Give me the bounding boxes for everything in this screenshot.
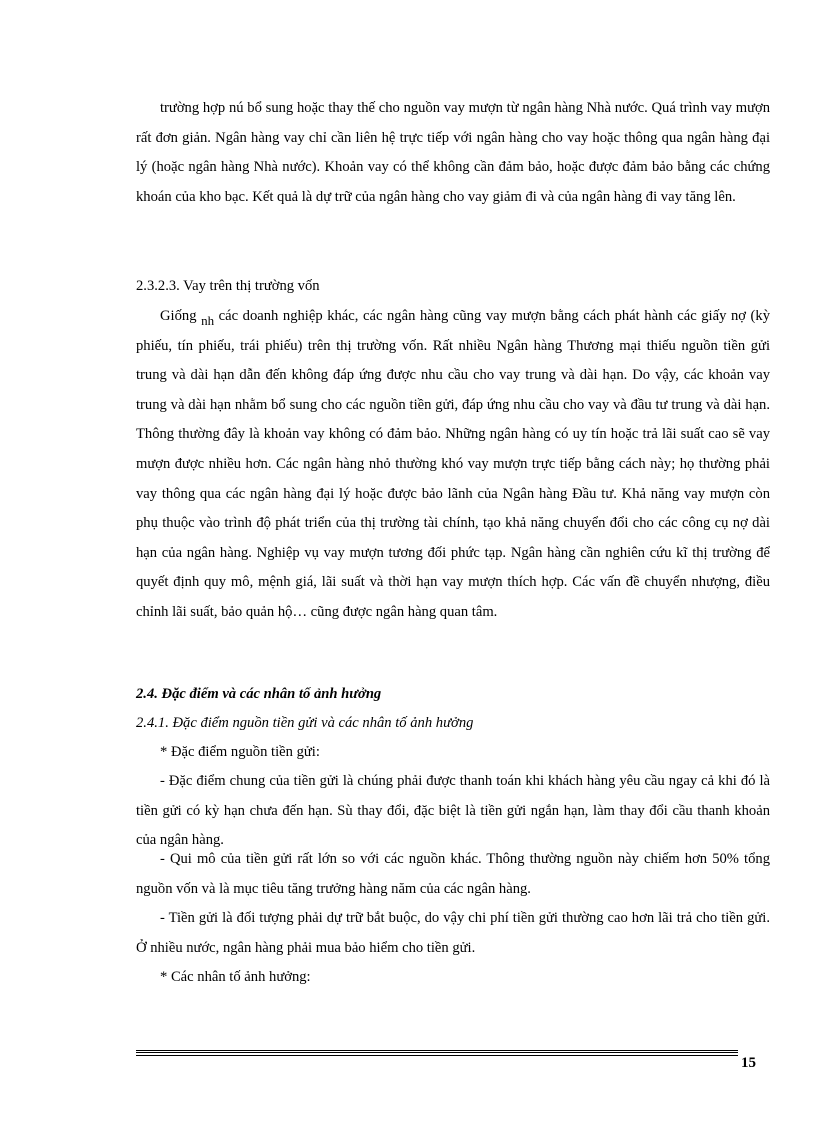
heading-2-4-1: 2.4.1. Đặc điểm nguồn tiền gửi và các nhân tố ảnh hưởng (136, 715, 474, 731)
paragraph-text-start: Giống (160, 308, 197, 324)
paragraph-text-rest: các doanh nghiệp khác, các ngân hàng cũng vay mượn bằng cách phát hành các giấy nợ (kỳ phiếu, tín phiếu, trái phiếu) trên thị trường vốn. Rất nhiều Ngân hàng Thương mại thiếu nguồn tiền gửi trung và dài hạn dẫn đến không đáp ứng được nhu cầu cho vay trung và dài hạn. Do vậy, các khoản vay trung và dài hạn nhằm bổ sung cho các nguồn tiền gửi, đáp ứng nhu cầu cho vay và đầu tư trung và dài hạn. Thông thường đây là khoản vay không có đảm bảo. Những ngân hàng có uy tín hoặc trả lãi suất cao sẽ vay mượn được nhiều hơn. Các ngân hàng nhỏ thường khó vay mượn trực tiếp bằng cách này; họ thường phải vay thông qua các ngân hàng đại lý hoặc được bảo lãnh của Ngân hàng Đầu tư. Khả năng vay mượn còn phụ thuộc vào trình độ phát triển của thị trường tài chính, tạo khả năng chuyển đổi cho các công cụ nợ dài hạn của ngân hàng. Nghiệp vụ vay mượn tương đối phức tạp. Ngân hàng cần nghiên cứu kĩ thị trường để quyết định quy mô, mệnh giá, lãi suất và thời hạn vay mượn thích hợp. Các vấn đề chuyển nhượng, điều chỉnh lãi suất, bảo quản hộ… cũng được ngân hàng quan tâm. (136, 308, 771, 620)
heading-2-4: 2.4. Đặc điểm và các nhân tố ảnh hưởng (136, 686, 382, 702)
bullet-general-characteristic: - Đặc điểm chung của tiền gửi là chúng phải được thanh toán khi khách hàng yêu cầu ngay cả khi đó là tiền gửi có kỳ hạn chưa đến hạn. Sù thay đổi, đặc biệt là tiền gửi ngắn hạn, làm thay đổi cầu thanh khoản của ngân hàng. (136, 773, 770, 849)
paragraph-interbank-borrowing: trường hợp nú bổ sung hoặc thay thế cho nguồn vay mượn từ ngân hàng Nhà nước. Quá trình vay mượn rất đơn giản. Ngân hàng vay chỉ cần liên hệ trực tiếp với ngân hàng cho vay hoặc thông qua ngân hàng đại lý (hoặc ngân hàng Nhà nước). Khoản vay có thể không cần đảm bảo, hoặc được đảm bảo bằng các chứng khoán của kho bạc. Kết quả là dự trữ của ngân hàng cho vay giảm đi và của ngân hàng đi vay tăng lên. (136, 100, 770, 205)
footer-divider (136, 1050, 738, 1056)
heading-2-3-2-3: 2.3.2.3. Vay trên thị trường vốn (136, 278, 320, 294)
subscript-fragment: nh (201, 313, 215, 328)
bullet-reserve-requirement: - Tiền gửi là đối tượng phải dự trữ bắt buộc, do vậy chi phí tiền gửi thường cao hơn lãi trả cho tiền gửi. Ở nhiều nước, ngân hàng phải mua bảo hiểm cho tiền gửi. (136, 910, 770, 956)
label-deposit-characteristics: * Đặc điểm nguồn tiền gửi: (160, 744, 320, 760)
paragraph-capital-market-borrowing (136, 301, 770, 628)
page-number: 15 (741, 1055, 756, 1071)
bullet-deposit-scale: - Qui mô của tiền gửi rất lớn so với các nguồn khác. Thông thường nguồn này chiếm hơn 50% tổng nguồn vốn và là mục tiêu tăng trưởng hàng năm của các ngân hàng. (136, 851, 770, 897)
label-influencing-factors: * Các nhân tố ảnh hưởng: (160, 969, 311, 985)
